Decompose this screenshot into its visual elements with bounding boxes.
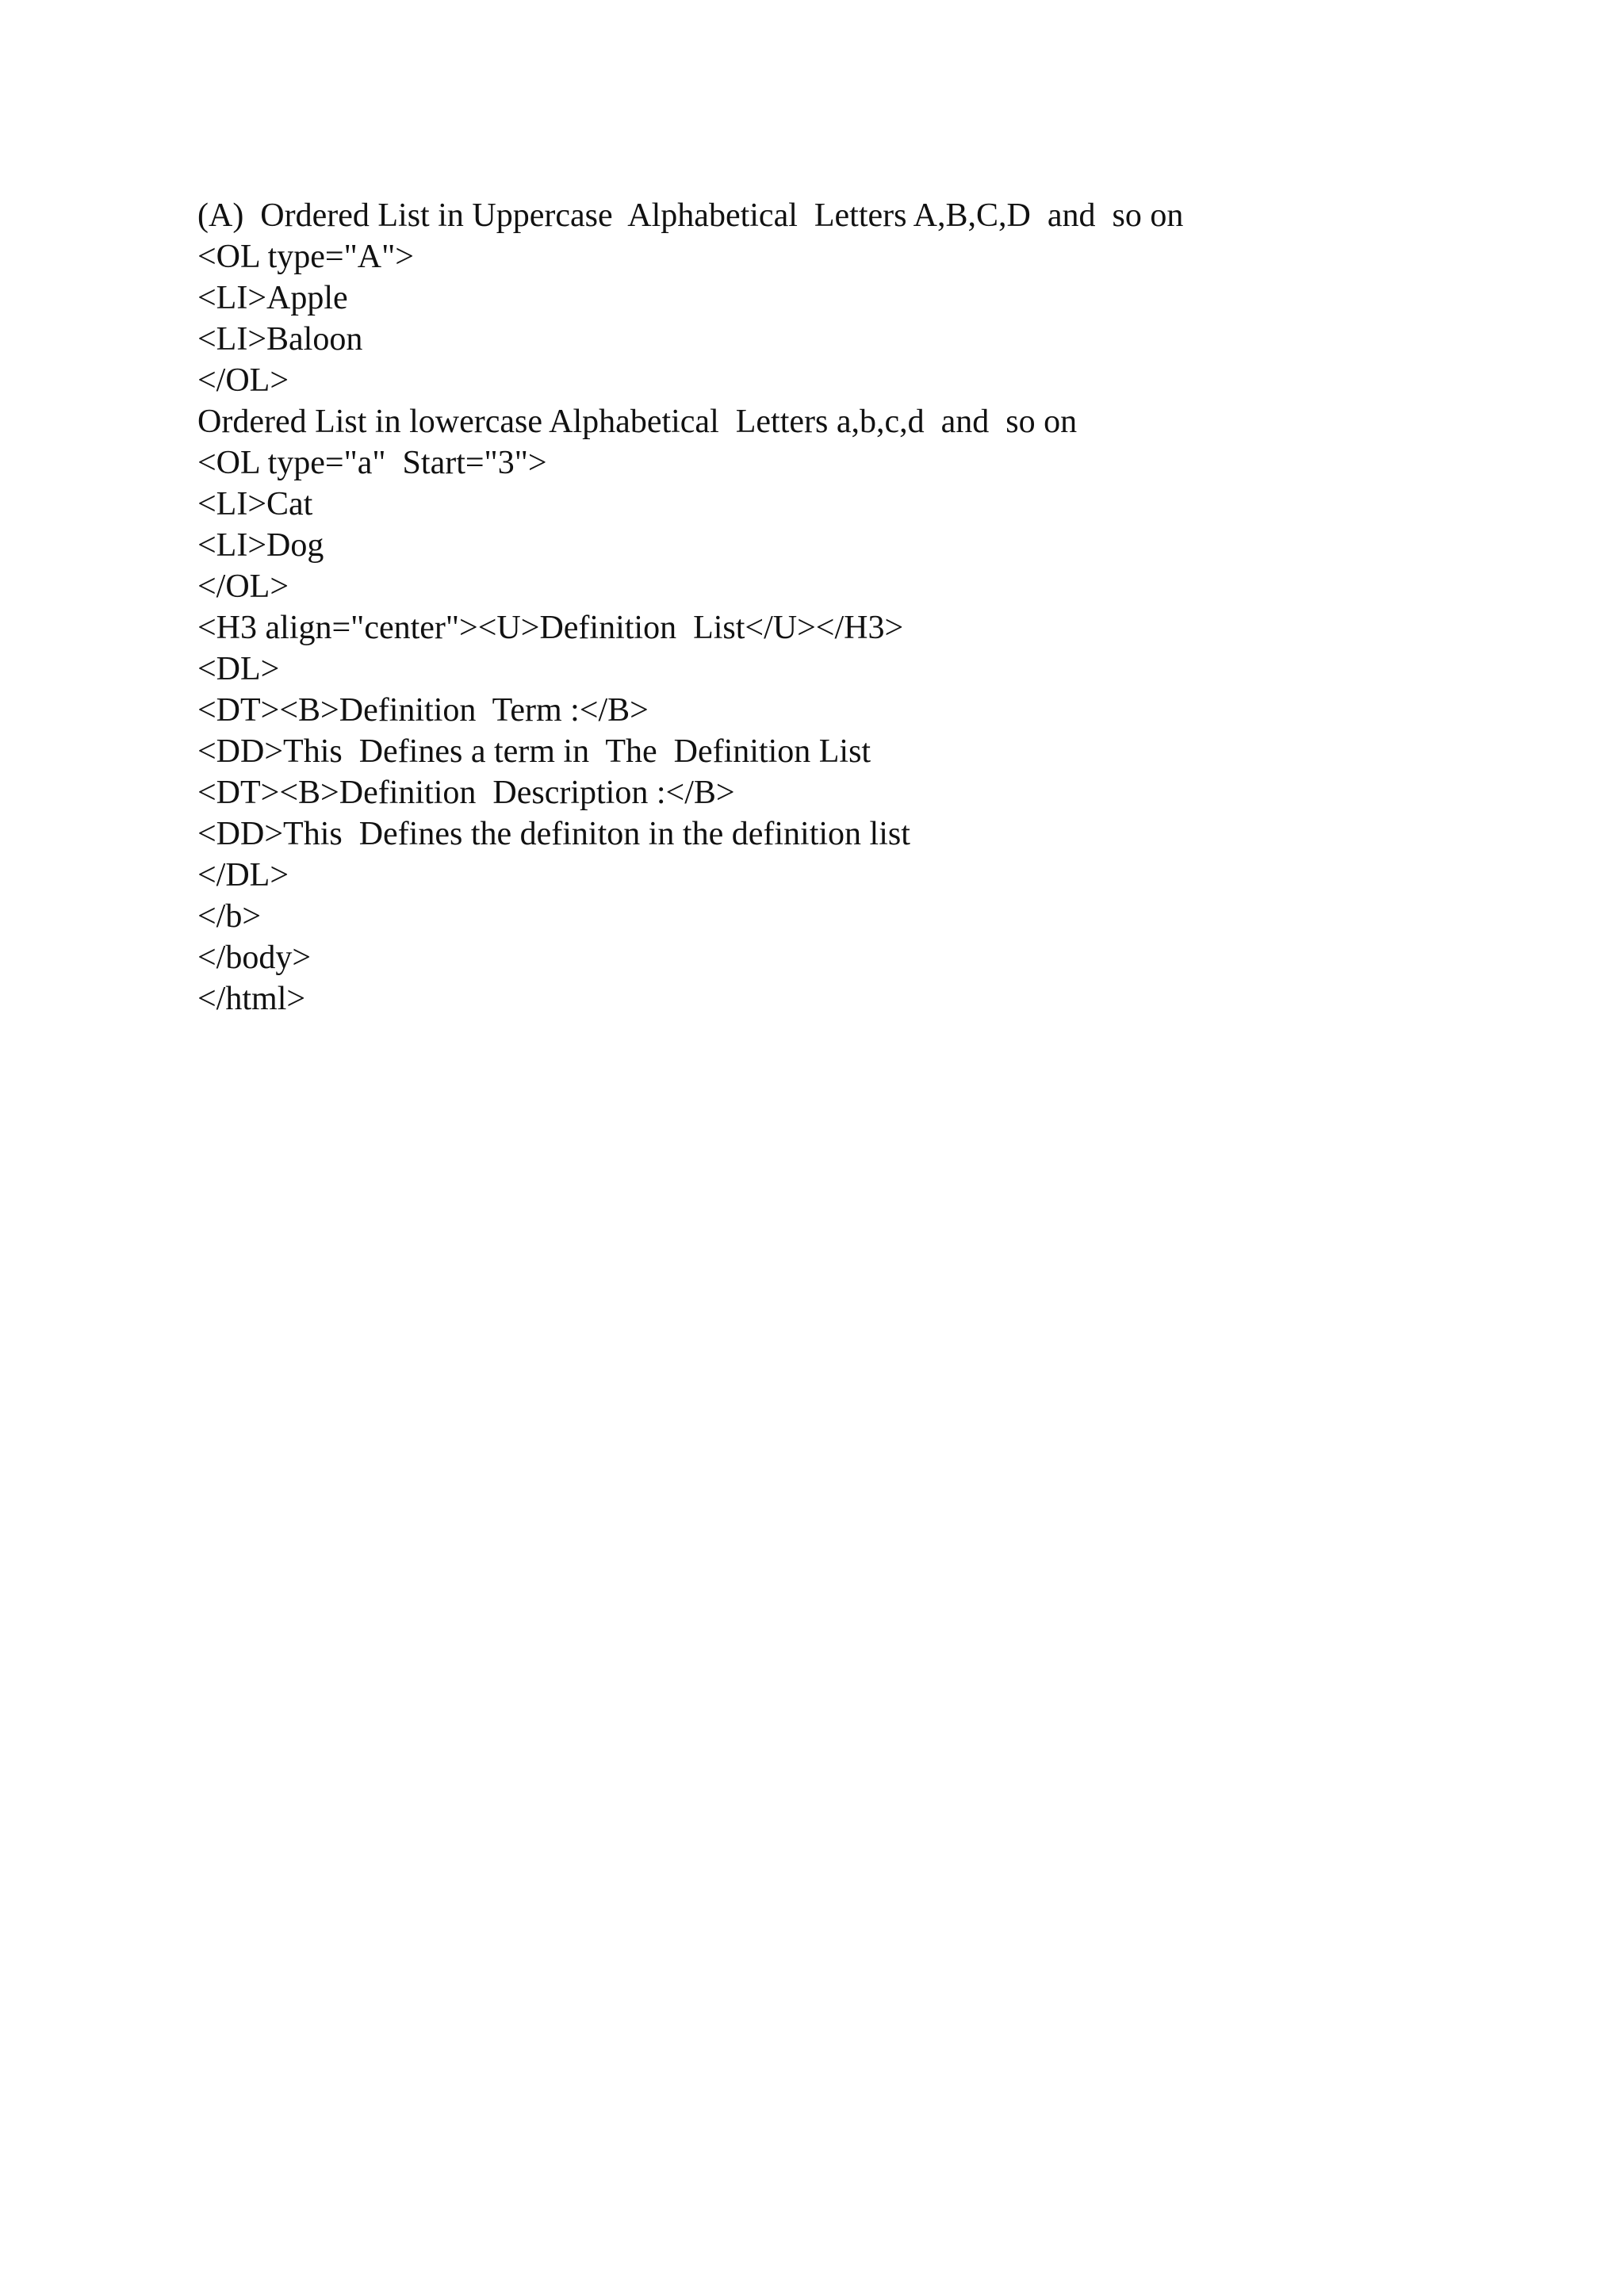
code-line: <DT><B>Definition Term :</B> xyxy=(197,692,649,729)
code-line: <DT><B>Definition Description :</B> xyxy=(197,775,735,811)
code-line: </body> xyxy=(197,939,312,976)
code-line: <DD>This Defines the definiton in the definition list xyxy=(197,816,910,852)
code-line: <DD>This Defines a term in The Definition List xyxy=(197,733,871,770)
code-line: <OL type="a" Start="3"> xyxy=(197,445,547,481)
code-line: <H3 align="center"><U>Definition List</U></H3> xyxy=(197,610,904,646)
code-line: <LI>Dog xyxy=(197,527,324,564)
code-line: <LI>Apple xyxy=(197,280,348,316)
code-line: </b> xyxy=(197,898,262,935)
code-line: </OL> xyxy=(197,362,289,399)
code-line: <OL type="A"> xyxy=(197,239,414,275)
code-line: <DL> xyxy=(197,651,280,687)
code-line: </html> xyxy=(197,981,306,1017)
code-line: (A) Ordered List in Uppercase Alphabetical Letters A,B,C,D and so on xyxy=(197,197,1184,234)
code-line: </DL> xyxy=(197,857,289,894)
code-line: </OL> xyxy=(197,568,289,605)
code-line: Ordered List in lowercase Alphabetical Letters a,b,c,d and so on xyxy=(197,404,1078,440)
html-code-listing xyxy=(197,195,1183,1020)
code-line: <LI>Cat xyxy=(197,486,313,522)
code-line: <LI>Baloon xyxy=(197,321,363,358)
